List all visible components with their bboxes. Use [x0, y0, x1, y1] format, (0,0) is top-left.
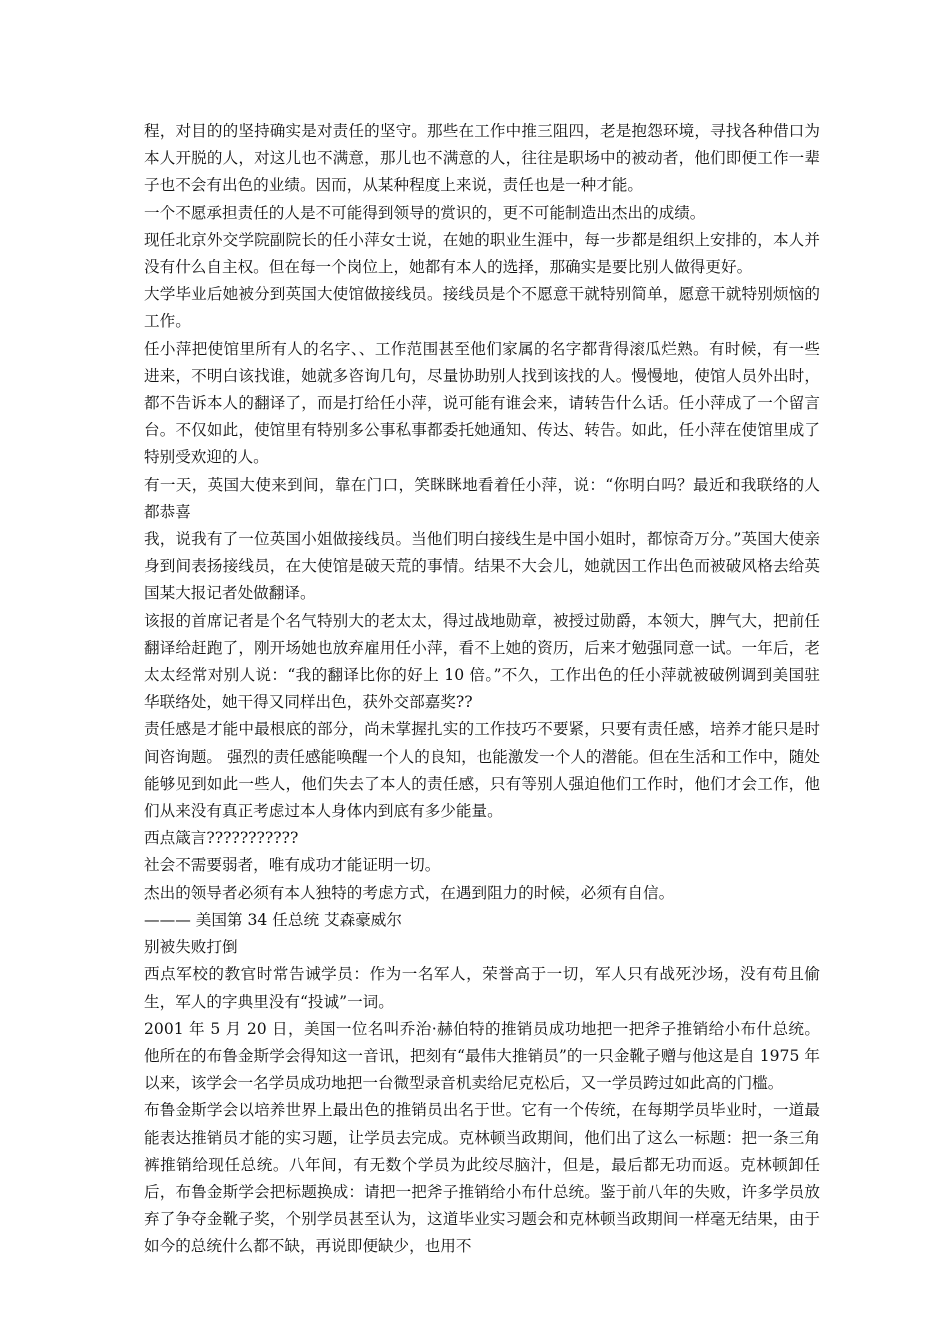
paragraph: 有一天，英国大使来到间，靠在门口，笑眯眯地看着任小萍，说：“你明白吗？最近和我联络的人都恭喜	[144, 475, 820, 521]
paragraph: 2001 年 5 月 20 日，美国一位名叫乔治·赫伯特的推销员成功地把一把斧子推销给小布什总统。他所在的布鲁金斯学会得知这一音讯，把刻有“最伟大推销员”的一只金靴子赠与他这是自 1975 年以来，该学会一名学员成功地把一台微型录音机卖给尼克松后，又一学员跨过如此高的门槛。	[144, 1019, 820, 1093]
paragraph: 现任北京外交学院副院长的任小萍女士说，在她的职业生涯中，每一步都是组织上安排的，本人并没有什么自主权。但在每一个岗位上，她都有本人的选择，那确实是要比别人做得更好。	[144, 230, 820, 277]
paragraph: 社会不需要弱者，唯有成功才能证明一切。	[144, 856, 441, 875]
paragraph: 责任感是才能中最根底的部分，尚未掌握扎实的工作技巧不要紧，只要有责任感，培养才能只是时间咨询题。 强烈的责任感能唤醒一个人的良知，也能激发一个人的潜能。但在生活和工作中，随处能够见到如此一些人，他们失去了本人的责任感，只有等别人强迫他们工作时，他们才会工作，他们从来没有真正考虑过本人身体内到底有多少能量。	[144, 720, 820, 821]
paragraph: ——— 美国第 34 任总统 艾森豪威尔	[144, 910, 402, 929]
paragraph: 任小萍把使馆里所有人的名字、、工作范围甚至他们家属的名字都背得滚瓜烂熟。有时候，有一些进来，不明白该找谁，她就多咨询几句，尽量协助别人找到该找的人。慢慢地，使馆人员外出时，都不告诉本人的翻译了，而是打给任小萍，说可能有谁会来，请转告什么话。任小萍成了一个留言台。不仅如此，使馆里有特别多公事私事都委托她通知、传达、转告。如此，任小萍在使馆里成了特别受欢迎的人。	[144, 339, 820, 467]
paragraph: 大学毕业后她被分到英国大使馆做接线员。接线员是个不愿意干就特别简单，愿意干就特别烦恼的工作。	[144, 285, 820, 331]
paragraph: 该报的首席记者是个名气特别大的老太太，得过战地勋章，被授过勋爵，本领大，脾气大，把前任翻译给赶跑了，刚开场她也放弃雇用任小萍，看不上她的资历，后来才勉强同意一试。一年后，老太太经常对别人说：“我的翻译比你的好上 10 倍。”不久，工作出色的任小萍就被破例调到美国驻华联络处，她干得又同样出色，获外交部嘉奖??	[144, 611, 820, 712]
paragraph: 杰出的领导者必须有本人独特的考虑方式，在遇到阻力的时候，必须有自信。	[144, 883, 675, 902]
paragraph: 我，说我有了一位英国小姐做接线员。当他们明白接线生是中国小姐时，都惊奇万分。”英国大使亲身到间表扬接线员，在大使馆是破天荒的事情。结果不大会儿，她就因工作出色而被破风格去给英国某大报记者处做翻译。	[144, 530, 820, 603]
document-page	[144, 118, 820, 1261]
paragraph: 布鲁金斯学会以培养世界上最出色的推销员出名于世。它有一个传统，在每期学员毕业时，一道最能表达推销员才能的实习题，让学员去完成。克林顿当政期间，他们出了这么一标题：把一条三角裤推销给现任总统。八年间，有无数个学员为此绞尽脑汁，但是，最后都无功而返。克林顿卸任后，布鲁金斯学会把标题换成：请把一把斧子推销给小布什总统。鉴于前八年的失败，许多学员放弃了争夺金靴子奖，个别学员甚至认为，这道毕业实习题会和克林顿当政期间一样毫无结果，由于如今的总统什么都不缺，再说即便缺少，也用不	[144, 1101, 820, 1256]
paragraph: 程，对目的的坚持确实是对责任的坚守。那些在工作中推三阻四，老是抱怨环境，寻找各种借口为本人开脱的人，对这儿也不满意，那儿也不满意的人，往往是职场中的被动者，他们即便工作一辈子也不会有出色的业绩。因而，从某种程度上来说，责任也是一种才能。	[144, 122, 820, 195]
paragraph: 西点箴言???????????	[144, 829, 299, 848]
section-heading: 别被失败打倒	[144, 938, 238, 957]
paragraph: 西点军校的教官时常告诫学员：作为一名军人，荣誉高于一切，军人只有战死沙场，没有苟且偷生，军人的字典里没有“投诚”一词。	[144, 965, 820, 1011]
paragraph: 一个不愿承担责任的人是不可能得到领导的赏识的，更不可能制造出杰出的成绩。	[144, 203, 706, 222]
